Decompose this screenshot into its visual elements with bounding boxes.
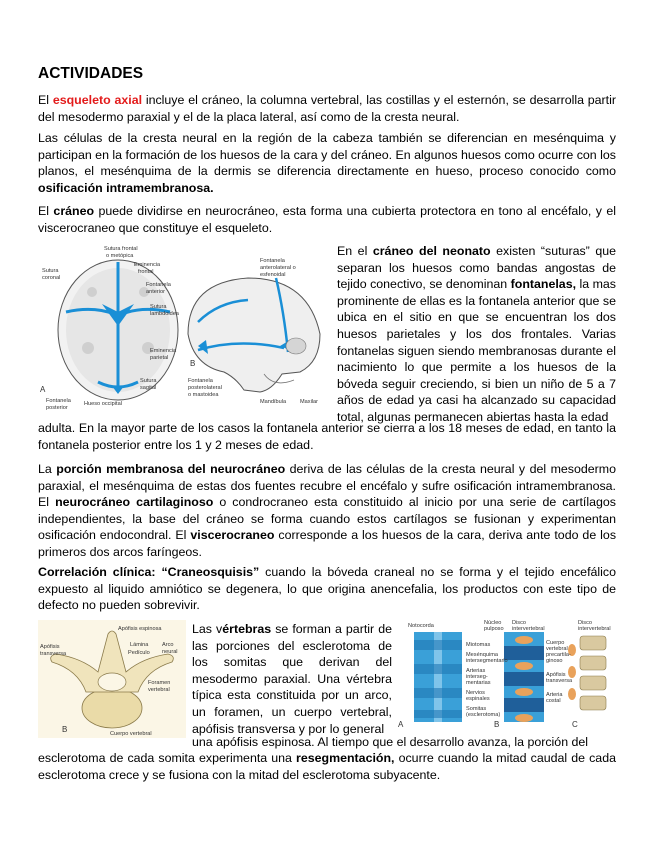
panel-label-b: B <box>190 359 196 368</box>
svg-text:posterior: posterior <box>46 405 68 411</box>
svg-text:precartila-: precartila- <box>546 652 571 658</box>
skull-top-view <box>58 260 178 400</box>
label-arteria-costal: Arteria <box>546 692 563 698</box>
label-apofisis-espinosa: Apófisis espinosa <box>118 626 162 632</box>
paragraph-craneo-neonato: En el cráneo del neonato existen “suturas” que separan los huesos como bandas angostas de tejido conectivo, se denominan fontanelas, la mas prominente de ellas es la fontanela anterior que se ubica en el sitio en que se encuentran los dos huesos parietales y los dos frontales. Varias fontanelas siguen siendo membranosas durante el nacimiento lo que permite a los huesos de la bóveda seguir creciendo, si bien un niño de 5 a 7 años de edad ya casi ha alcanzado su capacidad total, algunas permanecen abiertas hasta la edad <box>337 244 617 424</box>
svg-text:esfenoidal: esfenoidal <box>260 272 286 278</box>
panel-label-a: A <box>40 385 46 394</box>
svg-text:transversa: transversa <box>40 651 67 657</box>
term-viscerocraneo: viscerocraneo <box>190 528 275 543</box>
svg-text:sagital: sagital <box>140 385 157 391</box>
panel-label-b: B <box>494 720 500 729</box>
label-sutura-sagital: Sutura <box>140 378 157 384</box>
label-somitas: Somitas <box>466 706 487 712</box>
skull-lateral-view <box>188 278 320 392</box>
svg-text:intervertebral: intervertebral <box>578 626 611 632</box>
svg-text:frontal: frontal <box>138 269 154 275</box>
label-foramen-vertebral: Foramen <box>148 680 171 686</box>
label-maxilar: Maxilar <box>300 399 319 405</box>
label-fontanela-anterolateral: Fontanela <box>260 258 285 264</box>
skull-figure <box>38 242 334 414</box>
svg-text:mentarias: mentarias <box>466 680 491 686</box>
label-fontanela-posterior: Fontanela <box>46 398 71 404</box>
svg-text:o metópica: o metópica <box>106 253 134 259</box>
term-osificacion: osificación intramembranosa. <box>38 180 214 195</box>
term-resegmentacion: resegmentación, <box>296 751 395 765</box>
label-eminencia-parietal: Eminencia <box>150 348 177 354</box>
spine-panel-a <box>414 632 462 722</box>
label-fontanela-anterior: Fontanela <box>146 282 171 288</box>
label-notocorda: Notocorda <box>408 623 434 629</box>
label-cuerpo-vertebral: Cuerpo vertebral <box>110 731 152 737</box>
label-nervios: Nervios <box>466 690 485 696</box>
label-eminencia-frontal: Eminencia <box>134 262 161 268</box>
term-neurocraneo-cartilaginoso: neurocráneo cartilaginoso <box>55 495 214 510</box>
paragraph-vertebras: Las vértebras se forman a partir de las porciones del esclerotoma de los somitas que derivan del mesodermo paraxial. Una vértebra típica esta constituida por un arco, un foramen, un cuerpo vertebral, apófisis transversa y por lo general <box>192 622 392 736</box>
svg-text:o mastoidea: o mastoidea <box>188 392 219 398</box>
label-arco-neural: Arco <box>162 642 174 648</box>
svg-text:neural: neural <box>162 649 178 655</box>
svg-text:coronal: coronal <box>42 275 61 281</box>
label-miotomas: Miotomas <box>466 642 491 648</box>
term-craneosquisis: Correlación clínica: “Craneosquisis” <box>38 565 260 579</box>
paragraph-resegmentacion: esclerotoma de cada somita experimenta una resegmentación, ocurre cuando la mitad caudal de cada esclerotoma crece y se fusiona con la mitad del esclerotoma subyacente. <box>38 751 616 782</box>
spine-panel-b <box>504 632 544 722</box>
svg-text:intervertebral: intervertebral <box>512 626 545 632</box>
panel-label-b: B <box>62 725 68 734</box>
svg-text:pulposo: pulposo <box>484 626 504 632</box>
term-vertebras: értebras <box>222 622 272 636</box>
paragraph-esqueleto-axial: El esqueleto axial incluye el cráneo, la columna vertebral, las costillas y el esternón, se desarrolla partir del mesodermo paraxial y el de la placa lateral, así como de la cresta neural. <box>38 93 617 124</box>
label-lamina: Lámina <box>130 642 149 648</box>
label-apofisis-transversa: Apófisis <box>40 644 60 650</box>
spine-figure <box>396 620 618 730</box>
label-fontanela-posterolateral: Fontanela <box>188 378 213 384</box>
panel-label-c: C <box>572 720 578 729</box>
svg-text:espinales: espinales <box>466 696 490 702</box>
term-fontanelas: fontanelas, <box>510 277 577 292</box>
label-sutura-coronal: Sutura <box>42 268 59 274</box>
term-porcion-membranosa: porción membranosa del neurocráneo <box>56 462 286 476</box>
paragraph-cresta-neural: Las células de la cresta neural en la región de la cabeza también se diferencian en mesénquima y participan en la formación de los huesos de la cara y del cráneo. En algunos huesos como ocurre con los planos, el mesénquima de la dermis se diferencia directamente en hueso, proceso conocido como osificación intramembranosa. <box>38 131 616 195</box>
svg-text:interseg-: interseg- <box>466 674 488 680</box>
label-arterias: Arterias <box>466 668 486 674</box>
svg-text:intersegmentario: intersegmentario <box>466 658 508 664</box>
label-apofisis-transversa: Apófisis <box>546 672 566 678</box>
label-disco-intervertebral-c: Disco <box>578 620 592 626</box>
panel-label-a: A <box>398 720 404 729</box>
label-disco-intervertebral: Disco <box>512 620 526 626</box>
svg-text:anterolateral o: anterolateral o <box>260 265 296 271</box>
label-sutura-lambdoidea: Sutura <box>150 304 167 310</box>
paragraph-vertebras-cont: una apófisis espinosa. Al tiempo que el desarrollo avanza, la porción del <box>192 735 589 749</box>
paragraph-craneo: El cráneo puede dividirse en neurocráneo, esta forma una cubierta protectora en tono al encéfalo, y el viscerocraneo que constituye el esqueleto. <box>38 204 616 235</box>
label-mesenquima: Mesénquima <box>466 652 499 658</box>
vertebra-figure <box>38 620 186 738</box>
label-hueso-occipital: Hueso occipital <box>84 401 122 407</box>
svg-text:(esclerotoma): (esclerotoma) <box>466 712 501 718</box>
label-sutura-frontal: Sutura frontal <box>104 246 138 252</box>
label-nucleo-pulposo: Núcleo <box>484 620 502 626</box>
paragraph-fontanela-continuation: adulta. En la mayor parte de los casos la fontanela anterior se cierra a los 18 meses de edad, en tanto la fontanela posterior entre los 1 y 2 meses de edad. <box>38 421 616 452</box>
svg-text:lambdoidea: lambdoidea <box>150 311 179 317</box>
page-title: ACTIVIDADES <box>38 65 144 82</box>
term-craneo: cráneo <box>53 204 95 218</box>
svg-text:transversa: transversa <box>546 678 573 684</box>
term-esqueleto-axial: esqueleto axial <box>52 93 143 107</box>
paragraph-neurocraneo: La porción membranosa del neurocráneo deriva de las células de la cresta neural y del mesodermo paraxial, el mesénquima de estas dos fuentes recubre el encéfalo y sufre osificación intramembranosa. El neurocráneo cartilaginoso o condrocraneo esta constituido al inicio por una serie de cartílagos independientes, la base del cráneo se forma cuando estos cartílagos se fusionan y experimentan osificación endocondral. El viscerocraneo corresponde a los huesos de la cara, deriva ante todo de los primeros dos arcos faríngeos. <box>38 462 617 559</box>
svg-text:costal: costal <box>546 698 561 704</box>
svg-text:anterior: anterior <box>146 289 165 295</box>
svg-text:parietal: parietal <box>150 355 169 361</box>
label-pediculo: Pedículo <box>128 650 150 656</box>
svg-text:ginoso: ginoso <box>546 658 563 664</box>
label-mandibula: Mandíbula <box>260 399 287 405</box>
svg-text:posterolateral: posterolateral <box>188 385 222 391</box>
label-cuerpo-vertebral: Cuerpo <box>546 640 565 646</box>
paragraph-correlacion-clinica: Correlación clínica: “Craneosquisis” cuando la bóveda craneal no se forma y el tejido encefálico expuesto al liquido amniótico se degenera, lo que origina anencefalia, los productos con este tipo de defecto no pueden sobrevivir. <box>38 565 616 613</box>
svg-text:vertebral: vertebral <box>546 646 568 652</box>
term-craneo-neonato: cráneo del neonato <box>372 244 491 258</box>
svg-text:vertebral: vertebral <box>148 687 170 693</box>
